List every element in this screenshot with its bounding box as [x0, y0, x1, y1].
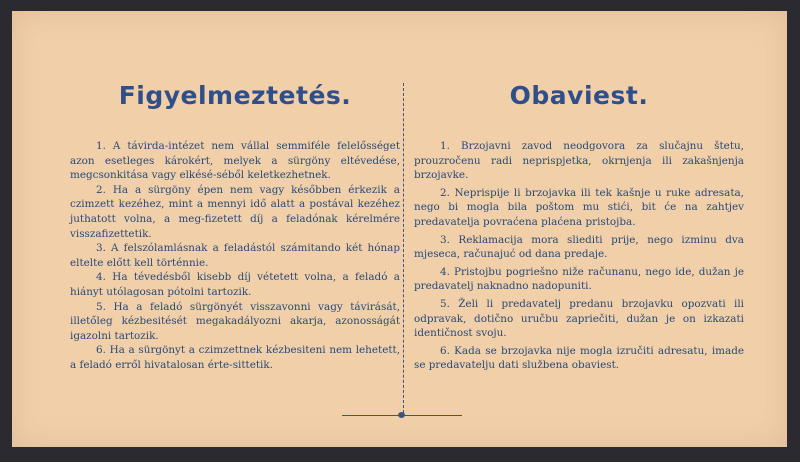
hungarian-notice-title: Figyelmeztetés.	[118, 81, 352, 110]
croatian-notice-title: Obaviest.	[509, 81, 649, 110]
hungarian-notice-column	[70, 11, 400, 447]
croatian-paragraph-3: 3. Reklamacija mora sliediti prije, nego izminu dva mjeseca, računajuć od dana predaje.	[414, 233, 744, 261]
croatian-paragraph-6: 6. Kada se brzojavka nije mogla izručiti adresatu, imade se predavatelju dati službena obaviest.	[414, 344, 744, 372]
telegram-notice-card	[12, 11, 787, 447]
hungarian-paragraph-6: 6. Ha a sürgönyt a czimzettnek kézbesiteni nem lehetett, a feladó erről hivatalosan érte-sittetik.	[70, 344, 400, 371]
hungarian-paragraph-5: 5. Ha a feladó sürgönyét visszavonni vagy távirását, illetőleg kézbesitését megakadályozni akarja, azonosságát igazolni tartozik.	[70, 300, 400, 342]
bottom-ornament-dot	[398, 412, 405, 418]
hungarian-notice-text	[70, 139, 400, 373]
croatian-paragraph-4: 4. Pristojbu pogriešno niže računanu, nego ide, dužan je predavatelj naknadno nadopuniti.	[414, 265, 744, 293]
croatian-paragraph-5: 5. Želi li predavatelj predanu brzojavku opozvati ili odpravak, dotično uručbu zapriečiti, dužan je on izkazati identičnost svoju.	[414, 297, 744, 340]
hungarian-paragraph-2: 2. Ha a sürgöny épen nem vagy későbben érkezik a czimzett kezéhez, mint a mennyi idő alatt a postával kezéhez juthatott volna, a meg-fizetett díj a feladónak kérelmére visszafizettetik.	[70, 183, 400, 240]
hungarian-paragraph-3: 3. A felszólamlásnak a feladástól számitando két hónap eltelte előtt kell történnie.	[70, 242, 400, 269]
croatian-paragraph-2: 2. Neprispije li brzojavka ili tek kašnje u ruke adresata, nego bi mogla bila poštom mu stići, bit će na zahtjev predavatelja povraćena plaćena pristojba.	[414, 186, 744, 228]
hungarian-paragraph-1: 1. A távirda-intézet nem vállal semmiféle felelősséget azon esetleges károkért, melyek a sürgöny eltévedése, megcsonkitása vagy elkésé-séből keletkezhetnek.	[70, 140, 400, 182]
croatian-paragraph-1: 1. Brzojavni zavod neodgovora za slučajnu štetu, prouzročenu radi neprispjetka, okrnjenja ili zakašnjenja brzojavke.	[414, 140, 744, 182]
croatian-notice-column	[414, 11, 744, 447]
hungarian-paragraph-4: 4. Ha tévedésből kisebb díj vétetett volna, a feladó a hiányt utólagosan pótolni tartozik.	[70, 271, 400, 298]
croatian-notice-text	[414, 139, 744, 376]
dashed-column-divider	[403, 83, 404, 413]
